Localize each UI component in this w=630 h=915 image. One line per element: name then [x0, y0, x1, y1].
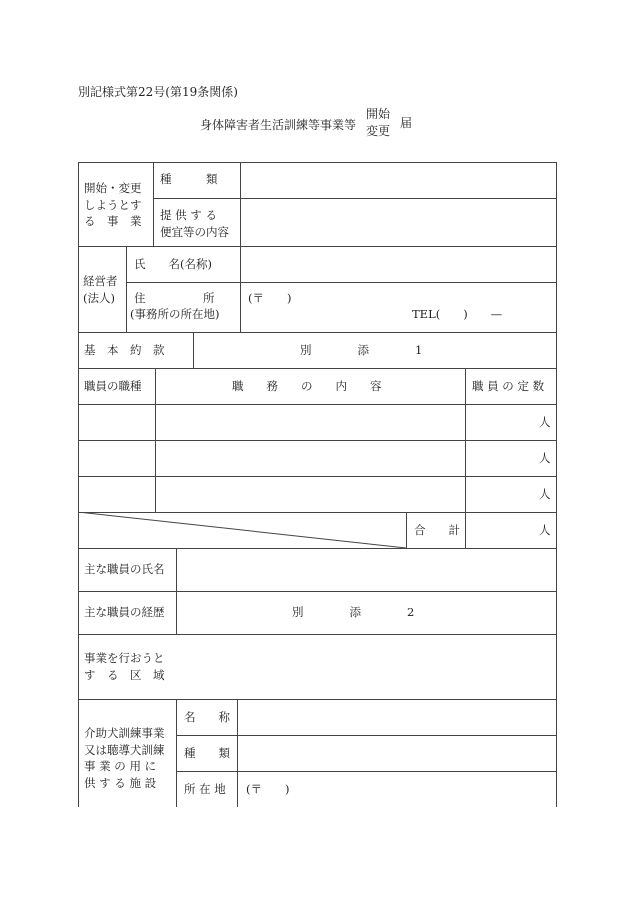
facility-location-label: 所 在 地 — [184, 782, 226, 796]
main-staff-name-label: 主な職員の氏名 — [84, 562, 165, 576]
business-heading: 開始・変更 しようとす る 事 業 — [84, 181, 142, 229]
staff-row-1-unit: 人 — [539, 415, 551, 429]
staff-row-2-unit: 人 — [539, 451, 551, 465]
facility-type-label: 種 類 — [184, 746, 230, 760]
facility-postal-field[interactable]: (〒 ) — [246, 782, 290, 796]
col-quota: 職 員 の 定 数 — [472, 379, 545, 393]
basic-agreement-label: 基 本 約 款 — [84, 343, 165, 357]
main-staff-career-label: 主な職員の経歴 — [84, 605, 165, 619]
col-duties: 職 務 の 内 容 — [232, 379, 382, 393]
col-job-type: 職員の職種 — [84, 379, 142, 393]
operator-heading: 経営者 (法人) — [83, 274, 118, 305]
facility-name-label: 名 称 — [184, 710, 230, 724]
operator-name-label: 氏 名(名称) — [134, 257, 212, 271]
service-area-label: 事業を行おうと す る 区 域 — [84, 651, 165, 682]
form-title: 身体障害者生活訓練等事業等 — [200, 118, 357, 132]
title-option-start: 開始 — [366, 107, 391, 121]
basic-agreement-value: 別 添 1 — [300, 343, 423, 357]
staff-row-3-unit: 人 — [539, 487, 551, 501]
operator-address-label: 住 所 — [134, 291, 215, 305]
title-suffix: 届 — [400, 116, 413, 130]
facility-heading: 介助犬訓練事業 又は聴導犬訓練 事 業 の 用 に 供 す る 施 設 — [84, 726, 165, 791]
operator-tel-field[interactable]: TEL( ) — — [412, 307, 503, 321]
main-staff-career-value: 別 添 2 — [292, 605, 415, 619]
total-label: 合 計 — [414, 523, 460, 537]
business-type-label: 種 類 — [160, 172, 218, 186]
total-unit: 人 — [539, 523, 551, 537]
operator-address-sublabel: (事務所の所在地) — [130, 307, 220, 321]
operator-postal-field[interactable]: (〒 ) — [248, 291, 292, 305]
convenience-label: 提 供 す る 便宜等の内容 — [160, 208, 229, 239]
title-option-change: 変更 — [366, 124, 391, 138]
form-number: 別記様式第22号(第19条関係) — [78, 85, 238, 99]
diagonal-slash — [78, 512, 407, 549]
